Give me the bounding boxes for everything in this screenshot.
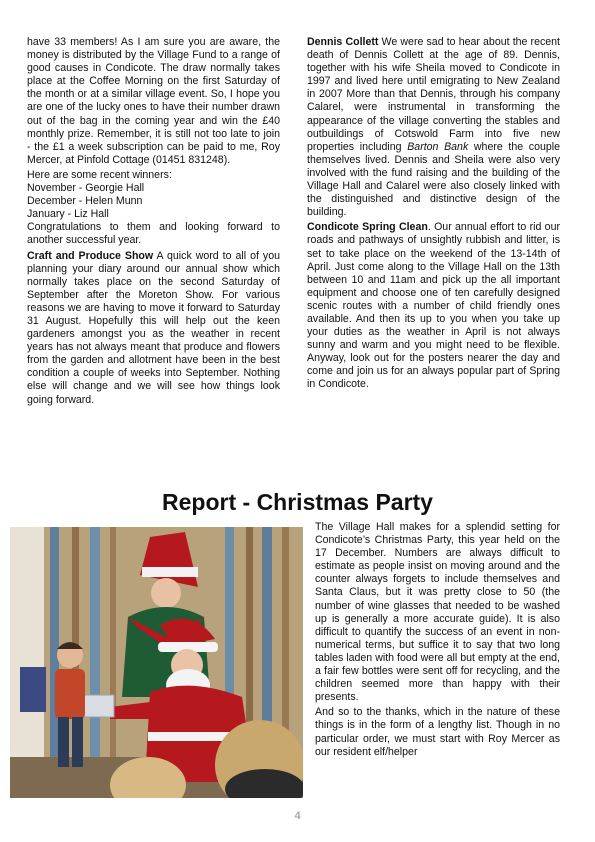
dennis-italic: Barton Bank — [407, 140, 469, 153]
winner-item: January - Liz Hall — [27, 208, 109, 221]
spring-clean-paragraph — [307, 221, 560, 391]
right-column — [307, 36, 560, 394]
page-number: 4 — [294, 810, 301, 822]
congrats-paragraph: Congratulations to them and looking forward to another successful year. — [27, 221, 280, 247]
dennis-text-1: We were sad to hear about the recent death of Dennis Collett at the age of 89. Dennis, together with his wife Sheila moved to Condicote in 1997 and lived here until emigrating to New Zealand in 2007 More than that Dennis, through his company Calarel, were instrumental in transforming the appearance of the village converting the stables and outbuildings of Cotswold Farm into five new properties including — [307, 36, 560, 153]
left-column — [27, 36, 280, 409]
report-paragraph-1: The Village Hall makes for a splendid setting for Condicote’s Christmas Party, this year held on the 17 December. Numbers are always difficult to estimate as people insist on moving around and the counter always forgets to include themselves and Santa Claus, but it was pretty close to 50 (the number of wine glasses that needed to be washed up is generally a more accurate guide). It is also difficult to quantify the success of an event in non-numerical terms, but suffice it to say that two long tables laden with food were all but empty at the end, a fair few bottles were sent off for recycling, and the children seemed more than happy with their presents. — [315, 521, 560, 704]
photo-illustration — [10, 527, 303, 798]
spring-clean-heading: Condicote Spring Clean — [307, 221, 428, 234]
winner-item: November - Georgie Hall — [27, 182, 145, 195]
dennis-heading: Dennis Collett — [307, 36, 379, 48]
winner-item: December - Helen Munn — [27, 195, 143, 208]
dennis-paragraph — [307, 36, 560, 219]
chair — [20, 667, 46, 712]
christmas-party-photo — [10, 527, 303, 798]
report-headline: Report - Christmas Party — [162, 489, 433, 515]
craft-show-text: A quick word to all of you planning your diary around our annual show which normally takes place on the second Saturday of September after the Moreton Show. For various reasons we are having to move it forward to Saturday 31 August. Hopefully this will help out the keen gardeners amongst you as the weather in recent years has not always meant that produce and flowers from the garden and allotment have been in the best condition a couple of weeks into September. Nothing else will change and we will see how things look going forward. — [27, 249, 280, 406]
report-paragraph-2: And so to the thanks, which in the nature of these things is in the form of a lengthy list. Though in no particular order, we must start with Roy Mercer as our resident elf/helper — [315, 706, 560, 758]
lottery-paragraph: have 33 members! As I am sure you are aware, the money is distributed by the Village Fund to a range of good causes in Condicote. The draw normally takes place at the Coffee Morning on the first Saturday of the month or at a similar village event. So, I hope you are one of the lucky ones to have their number drawn out of the bag in the coming year and win the £40 monthly prize. Remember, it is still not too late to join - the £1 a week subscription can be paid to me, Roy Mercer, at Pinfold Cottage (01451 831248). — [27, 36, 280, 166]
spring-clean-text: . Our annual effort to rid our roads and pathways of unsightly rubbish and litter, is set to take place on the weekend of the 13-14th of April. Just come along to the Village Hall on the 13th between 10 and 11am and pick up the all important equipment and choose one of ten carefully designed scenic routes with a number of child friendly ones available. And then its up to you when you take up your duties as the weather in April is not always sunny and warm and you might need to be flexible. Anyway, look out for the posters nearer the day and come and join us for an always popular part of Spring in Condicote. — [307, 221, 560, 391]
report-column — [315, 521, 560, 761]
dennis-text-2: where the couple themselves lived. Dennis and Sheila were also very involved with the fund raising and the building of the Village Hall and Calarel were also closely linked with the distinguished and distinctive design of the building. — [307, 140, 560, 219]
winners-intro: Here are some recent winners: — [27, 168, 172, 181]
craft-show-paragraph — [27, 250, 280, 407]
craft-show-heading: Craft and Produce Show — [27, 249, 154, 262]
